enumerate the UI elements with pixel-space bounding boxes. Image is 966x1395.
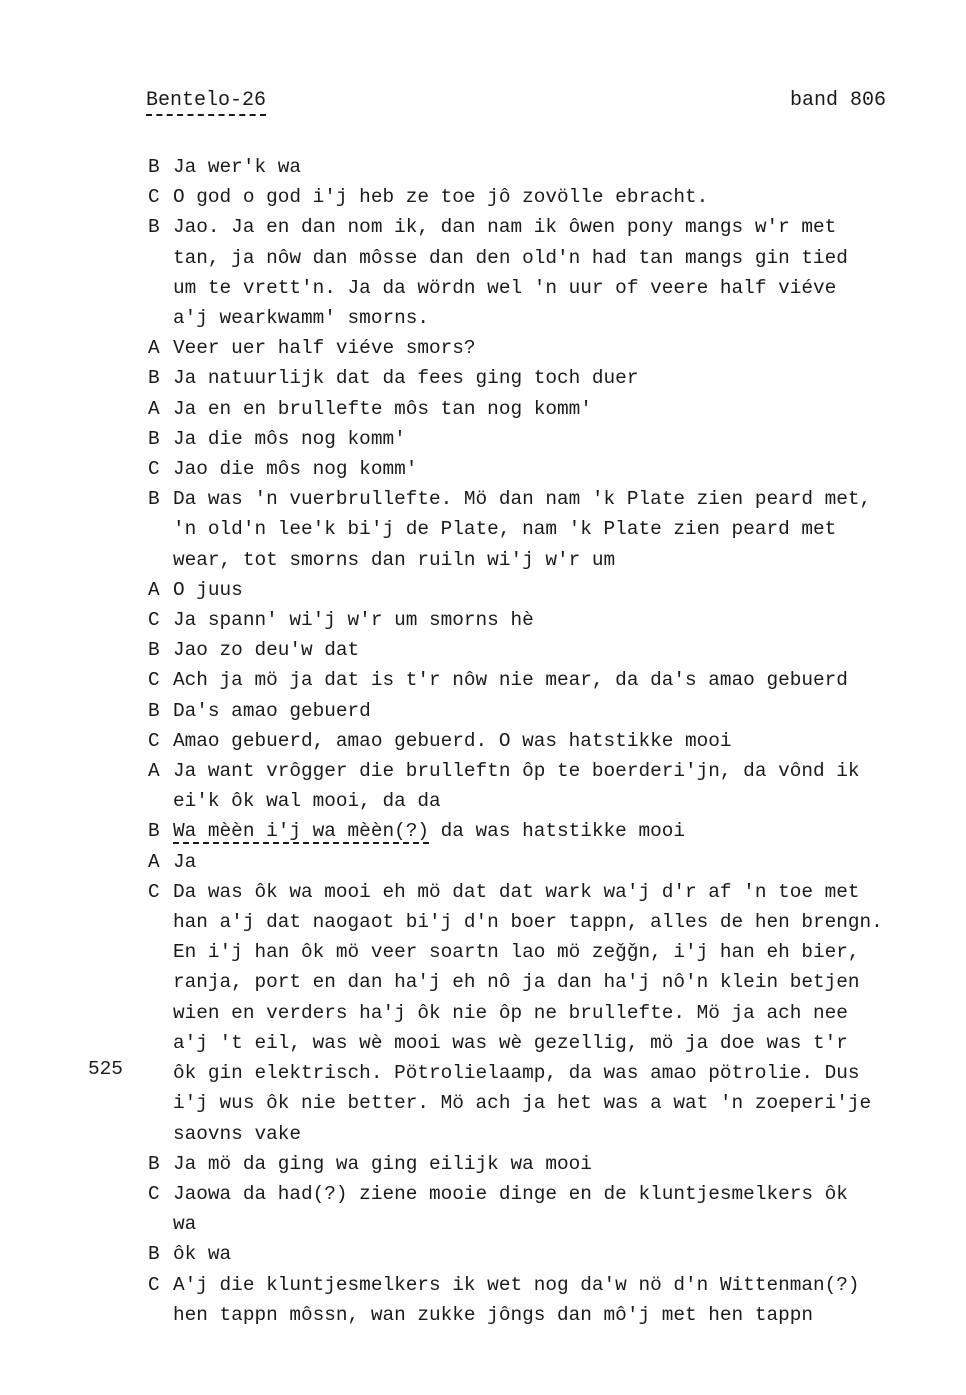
utterance-line: Amao gebuerd, amao gebuerd. O was hatstikke mooi (173, 729, 732, 752)
speaker-label: C (148, 1182, 160, 1205)
utterance-line: Ja natuurlijk dat da fees ging toch duer (173, 367, 639, 390)
dialogue-turn (148, 1179, 938, 1209)
utterance-line: Da was ôk wa mooi eh mö dat dat wark wa'j d'r af 'n toe met (173, 880, 860, 903)
speaker-label: A (148, 397, 160, 420)
dialogue-turn (148, 756, 938, 786)
speaker-label: C (148, 609, 160, 632)
speaker-label: B (148, 367, 160, 390)
utterance-line: Da was 'n vuerbrullefte. Mö dan nam 'k Plate zien peard met, (173, 488, 872, 511)
utterance-continuation: hen tappn môssn, wan zukke jôngs dan mô'j met hen tappn (173, 1303, 813, 1326)
utterance-continuation: saovns vake (173, 1122, 301, 1145)
speaker-label: B (148, 699, 160, 722)
utterance-continuation: um te vrett'n. Ja da wördn wel 'n uur of veere half viéve (173, 276, 837, 299)
dialogue-turn (148, 152, 938, 182)
utterance-line: Ja die môs nog komm' (173, 427, 406, 450)
dialogue-turn (148, 363, 938, 393)
speaker-label: B (148, 216, 160, 239)
utterance-line: Ja en en brullefte môs tan nog komm' (173, 397, 592, 420)
utterance-line: O juus (173, 578, 243, 601)
utterance-continuation: ôk gin elektrisch. Pötrolielaamp, da was amao pötrolie. Dus (173, 1062, 860, 1085)
utterance-line: Ja (173, 850, 197, 873)
dialogue-turn (148, 1270, 938, 1300)
utterance-continuation: i'j wus ôk nie better. Mö ach ja het was a wat 'n zoeperi'je (173, 1092, 872, 1115)
utterance-line: ôk wa (173, 1243, 232, 1266)
dialogue-turn (148, 635, 938, 665)
utterance-continuation: tan, ja nôw dan môsse dan den old'n had tan mangs gin tied (173, 246, 848, 269)
utterance-continuation: ei'k ôk wal mooi, da da (173, 790, 441, 813)
utterance-line: Ja spann' wi'j w'r um smorns hè (173, 609, 534, 632)
dialogue-turn (148, 394, 938, 424)
speaker-label: C (148, 458, 160, 481)
speaker-label: B (148, 820, 160, 843)
dialogue-turn (148, 877, 938, 907)
utterance-continuation: wien en verders ha'j ôk nie ôp ne brullefte. Mö ja ach nee (173, 1001, 848, 1024)
dialogue-turn (148, 605, 938, 635)
transcript-body (148, 152, 938, 1330)
dialogue-turn (148, 424, 938, 454)
utterance-line: Ja wer'k wa (173, 156, 301, 178)
dialogue-turn (148, 726, 938, 756)
dialogue-turn (148, 182, 938, 212)
tape-number: band 806 (789, 89, 886, 112)
speaker-label: C (148, 729, 160, 752)
dialogue-turn (148, 454, 938, 484)
utterance-line: Jao die môs nog komm' (173, 458, 418, 481)
utterance-line: O god o god i'j heb ze toe jô zovölle ebracht. (173, 186, 709, 209)
speaker-label: C (148, 880, 160, 903)
utterance-continuation: a'j 't eil, was wè mooi was wè gezellig, mö ja doe was t'r (173, 1031, 848, 1054)
speaker-label: B (148, 1152, 160, 1175)
speaker-label: B (148, 1243, 160, 1266)
utterance-line: Jaowa da had(?) ziene mooie dinge en de kluntjesmelkers ôk (173, 1182, 848, 1205)
speaker-label: A (148, 578, 160, 601)
utterance-line: Ja want vrôgger die brulleftn ôp te boerderi'jn, da vônd ik (173, 760, 860, 783)
utterance-line: Jao. Ja en dan nom ik, dan nam ik ôwen pony mangs w'r met (173, 216, 837, 239)
speaker-label: B (148, 639, 160, 662)
utterance-continuation: a'j wearkwamm' smorns. (173, 307, 429, 330)
speaker-label: A (148, 337, 160, 360)
speaker-label: A (148, 760, 160, 783)
dialogue-turn (148, 1149, 938, 1179)
speaker-label: C (148, 669, 160, 692)
document-title: Bentelo-26 (146, 88, 266, 116)
utterance-line: Ja mö da ging wa ging eilijk wa mooi (173, 1152, 592, 1175)
utterance-line: A'j die kluntjesmelkers ik wet nog da'w nö d'n Wittenman(?) (173, 1273, 860, 1296)
dialogue-turn (148, 212, 938, 242)
dialogue-turn (148, 575, 938, 605)
utterance-continuation: han a'j dat naogaot bi'j d'n boer tappn, alles de hen brengn. (173, 911, 883, 934)
speaker-label: A (148, 850, 160, 873)
page-header (146, 88, 886, 118)
utterance-continuation: En i'j han ôk mö veer soartn lao mö zeǧǧn, i'j han eh bier, (173, 941, 860, 964)
utterance-line: Ach ja mö ja dat is t'r nôw nie mear, da da's amao gebuerd (173, 669, 848, 692)
dialogue-turn (148, 1239, 938, 1269)
utterance-continuation: ranja, port en dan ha'j eh nô ja dan ha'j nô'n klein betjen (173, 971, 860, 994)
utterance-continuation: wear, tot smorns dan ruiln wi'j w'r um (173, 548, 616, 571)
dialogue-turn (148, 847, 938, 877)
speaker-label: B (148, 156, 160, 178)
speaker-label: C (148, 186, 160, 209)
utterance-line: Jao zo deu'w dat (173, 639, 360, 662)
dialogue-turn (148, 484, 938, 514)
utterance-line: Da's amao gebuerd (173, 699, 371, 722)
utterance-line: Wa mèèn i'j wa mèèn(?) da was hatstikke mooi (173, 820, 685, 843)
utterance-continuation: 'n old'n lee'k bi'j de Plate, nam 'k Plate zien peard met (173, 518, 837, 541)
margin-line-number: 525 (88, 1058, 123, 1080)
utterance-continuation: wa (173, 1213, 197, 1236)
underlined-word: Wa mèèn i'j wa mèèn(?) (173, 820, 429, 843)
dialogue-turn (148, 333, 938, 363)
speaker-label: B (148, 427, 160, 450)
speaker-label: B (148, 488, 160, 511)
dialogue-turn (148, 696, 938, 726)
speaker-label: C (148, 1273, 160, 1296)
utterance-line: Veer uer half viéve smors? (173, 337, 476, 360)
dialogue-turn (148, 665, 938, 695)
dialogue-turn (148, 816, 938, 846)
